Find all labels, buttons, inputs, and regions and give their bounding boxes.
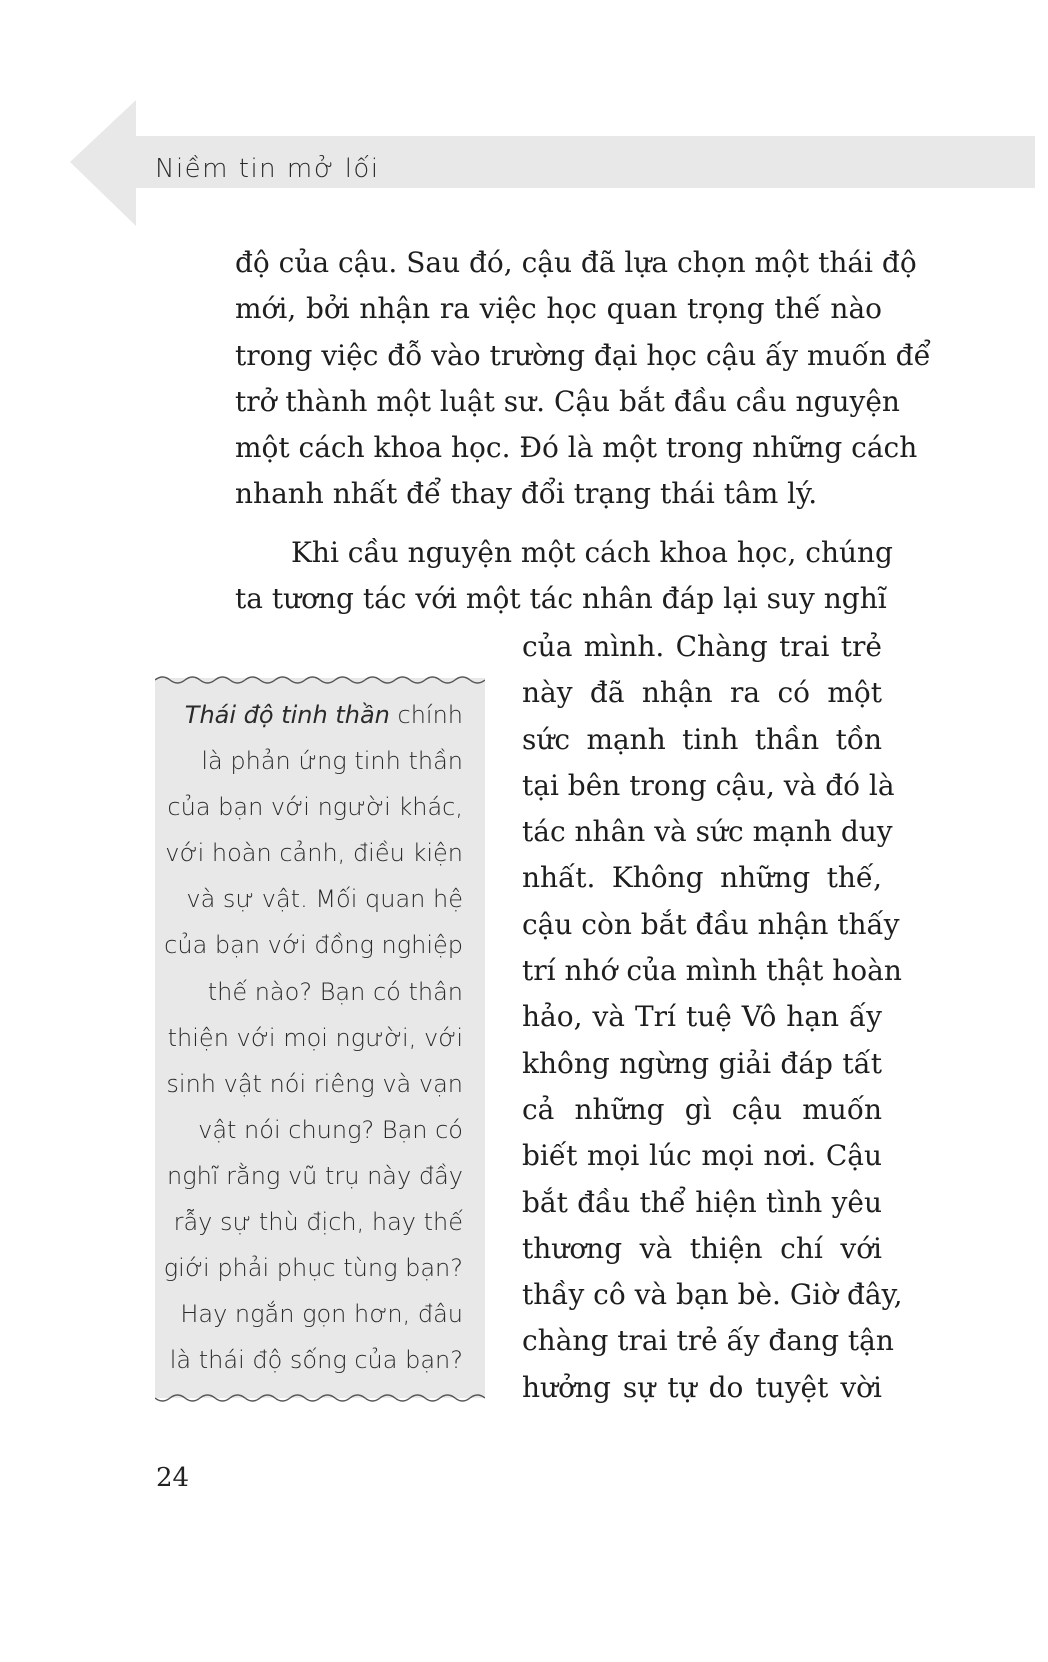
sidebar-line: là phản ứng tinh thần — [201, 747, 463, 776]
text-line: cậu còn bắt đầu nhận thấy — [522, 907, 900, 941]
text-line: trở thành một luật sư. Cậu bắt đầu cầu nguyện — [235, 384, 900, 418]
text-line: tác nhân và sức mạnh duy — [522, 815, 893, 849]
sidebar-line — [163, 692, 463, 738]
sidebar-line: nghĩ rằng vũ trụ này đầy — [167, 1161, 463, 1190]
text-line: trong việc đỗ vào trường đại học cậu ấy muốn để — [235, 338, 931, 372]
text-line: Khi cầu nguyện một cách khoa học, chúng — [291, 536, 893, 569]
sidebar-line: rẫy sự thù địch, hay thế — [173, 1208, 463, 1237]
text-line: trí nhớ của mình thật hoàn — [522, 954, 902, 988]
sidebar-line: và sự vật. Mối quan hệ — [186, 885, 463, 914]
text-line: thầy cô và bạn bè. Giờ đây, — [522, 1278, 903, 1312]
text-line: cả những gì cậu muốn — [522, 1092, 882, 1126]
sidebar-line: Hay ngắn gọn hơn, đâu — [180, 1300, 463, 1329]
sidebar-line: của bạn với đồng nghiệp — [164, 931, 463, 960]
header-title: Niềm tin mở lối — [155, 154, 380, 184]
text-line: bắt đầu thể hiện tình yêu — [522, 1185, 882, 1219]
text-line: này đã nhận ra có một — [522, 676, 882, 710]
text-line: ta tương tác với một tác nhân đáp lại suy nghĩ — [235, 582, 887, 616]
sidebar-line: của bạn với người khác, — [167, 793, 463, 822]
sidebar-line: với hoàn cảnh, điều kiện — [165, 839, 463, 868]
running-header — [70, 100, 1035, 240]
page-number: 24 — [156, 1463, 190, 1493]
text-line: không ngừng giải đáp tất — [522, 1046, 882, 1080]
text-line: độ của cậu. Sau đó, cậu đã lựa chọn một thái độ — [235, 246, 917, 279]
sidebar-line: giới phải phục tùng bạn? — [163, 1254, 463, 1283]
sidebar-first-line-rest: chính — [389, 701, 463, 729]
text-line: nhanh nhất để thay đổi trạng thái tâm lý. — [235, 477, 818, 511]
paragraph-1 — [235, 240, 931, 518]
text-line: nhất. Không những thế, — [522, 861, 882, 895]
sidebar-line: thế nào? Bạn có thân — [207, 977, 463, 1006]
sidebar-callout — [155, 678, 485, 1398]
text-line: mới, bởi nhận ra việc học quan trọng thế nào — [235, 292, 882, 326]
text-line: thương và thiện chí với — [522, 1231, 882, 1265]
paragraph-2 — [235, 530, 893, 623]
sidebar-italic-term: Thái độ tinh thần — [184, 701, 390, 729]
sidebar-line: là thái độ sống của bạn? — [169, 1346, 463, 1375]
paragraph-2-column — [522, 624, 903, 1411]
text-line: hảo, và Trí tuệ Vô hạn ấy — [522, 1000, 882, 1034]
text-line: một cách khoa học. Đó là một trong những cách — [235, 431, 918, 465]
text-line: biết mọi lúc mọi nơi. Cậu — [522, 1139, 882, 1173]
sidebar-bottom-wave-border — [155, 1392, 485, 1406]
text-line: chàng trai trẻ ấy đang tận — [522, 1324, 894, 1358]
sidebar-line: thiện với mọi người, với — [167, 1023, 463, 1052]
sidebar-line: sinh vật nói riêng và vạn — [166, 1069, 463, 1098]
text-line: của mình. Chàng trai trẻ — [522, 630, 882, 663]
text-line: sức mạnh tinh thần tồn — [522, 722, 882, 756]
sidebar-line: vật nói chung? Bạn có — [198, 1115, 463, 1144]
sidebar-top-wave-border — [155, 672, 485, 686]
text-line: tại bên trong cậu, và đó là — [522, 768, 895, 802]
text-line: hưởng sự tự do tuyệt vời — [522, 1370, 882, 1404]
sidebar-text — [163, 692, 463, 1383]
